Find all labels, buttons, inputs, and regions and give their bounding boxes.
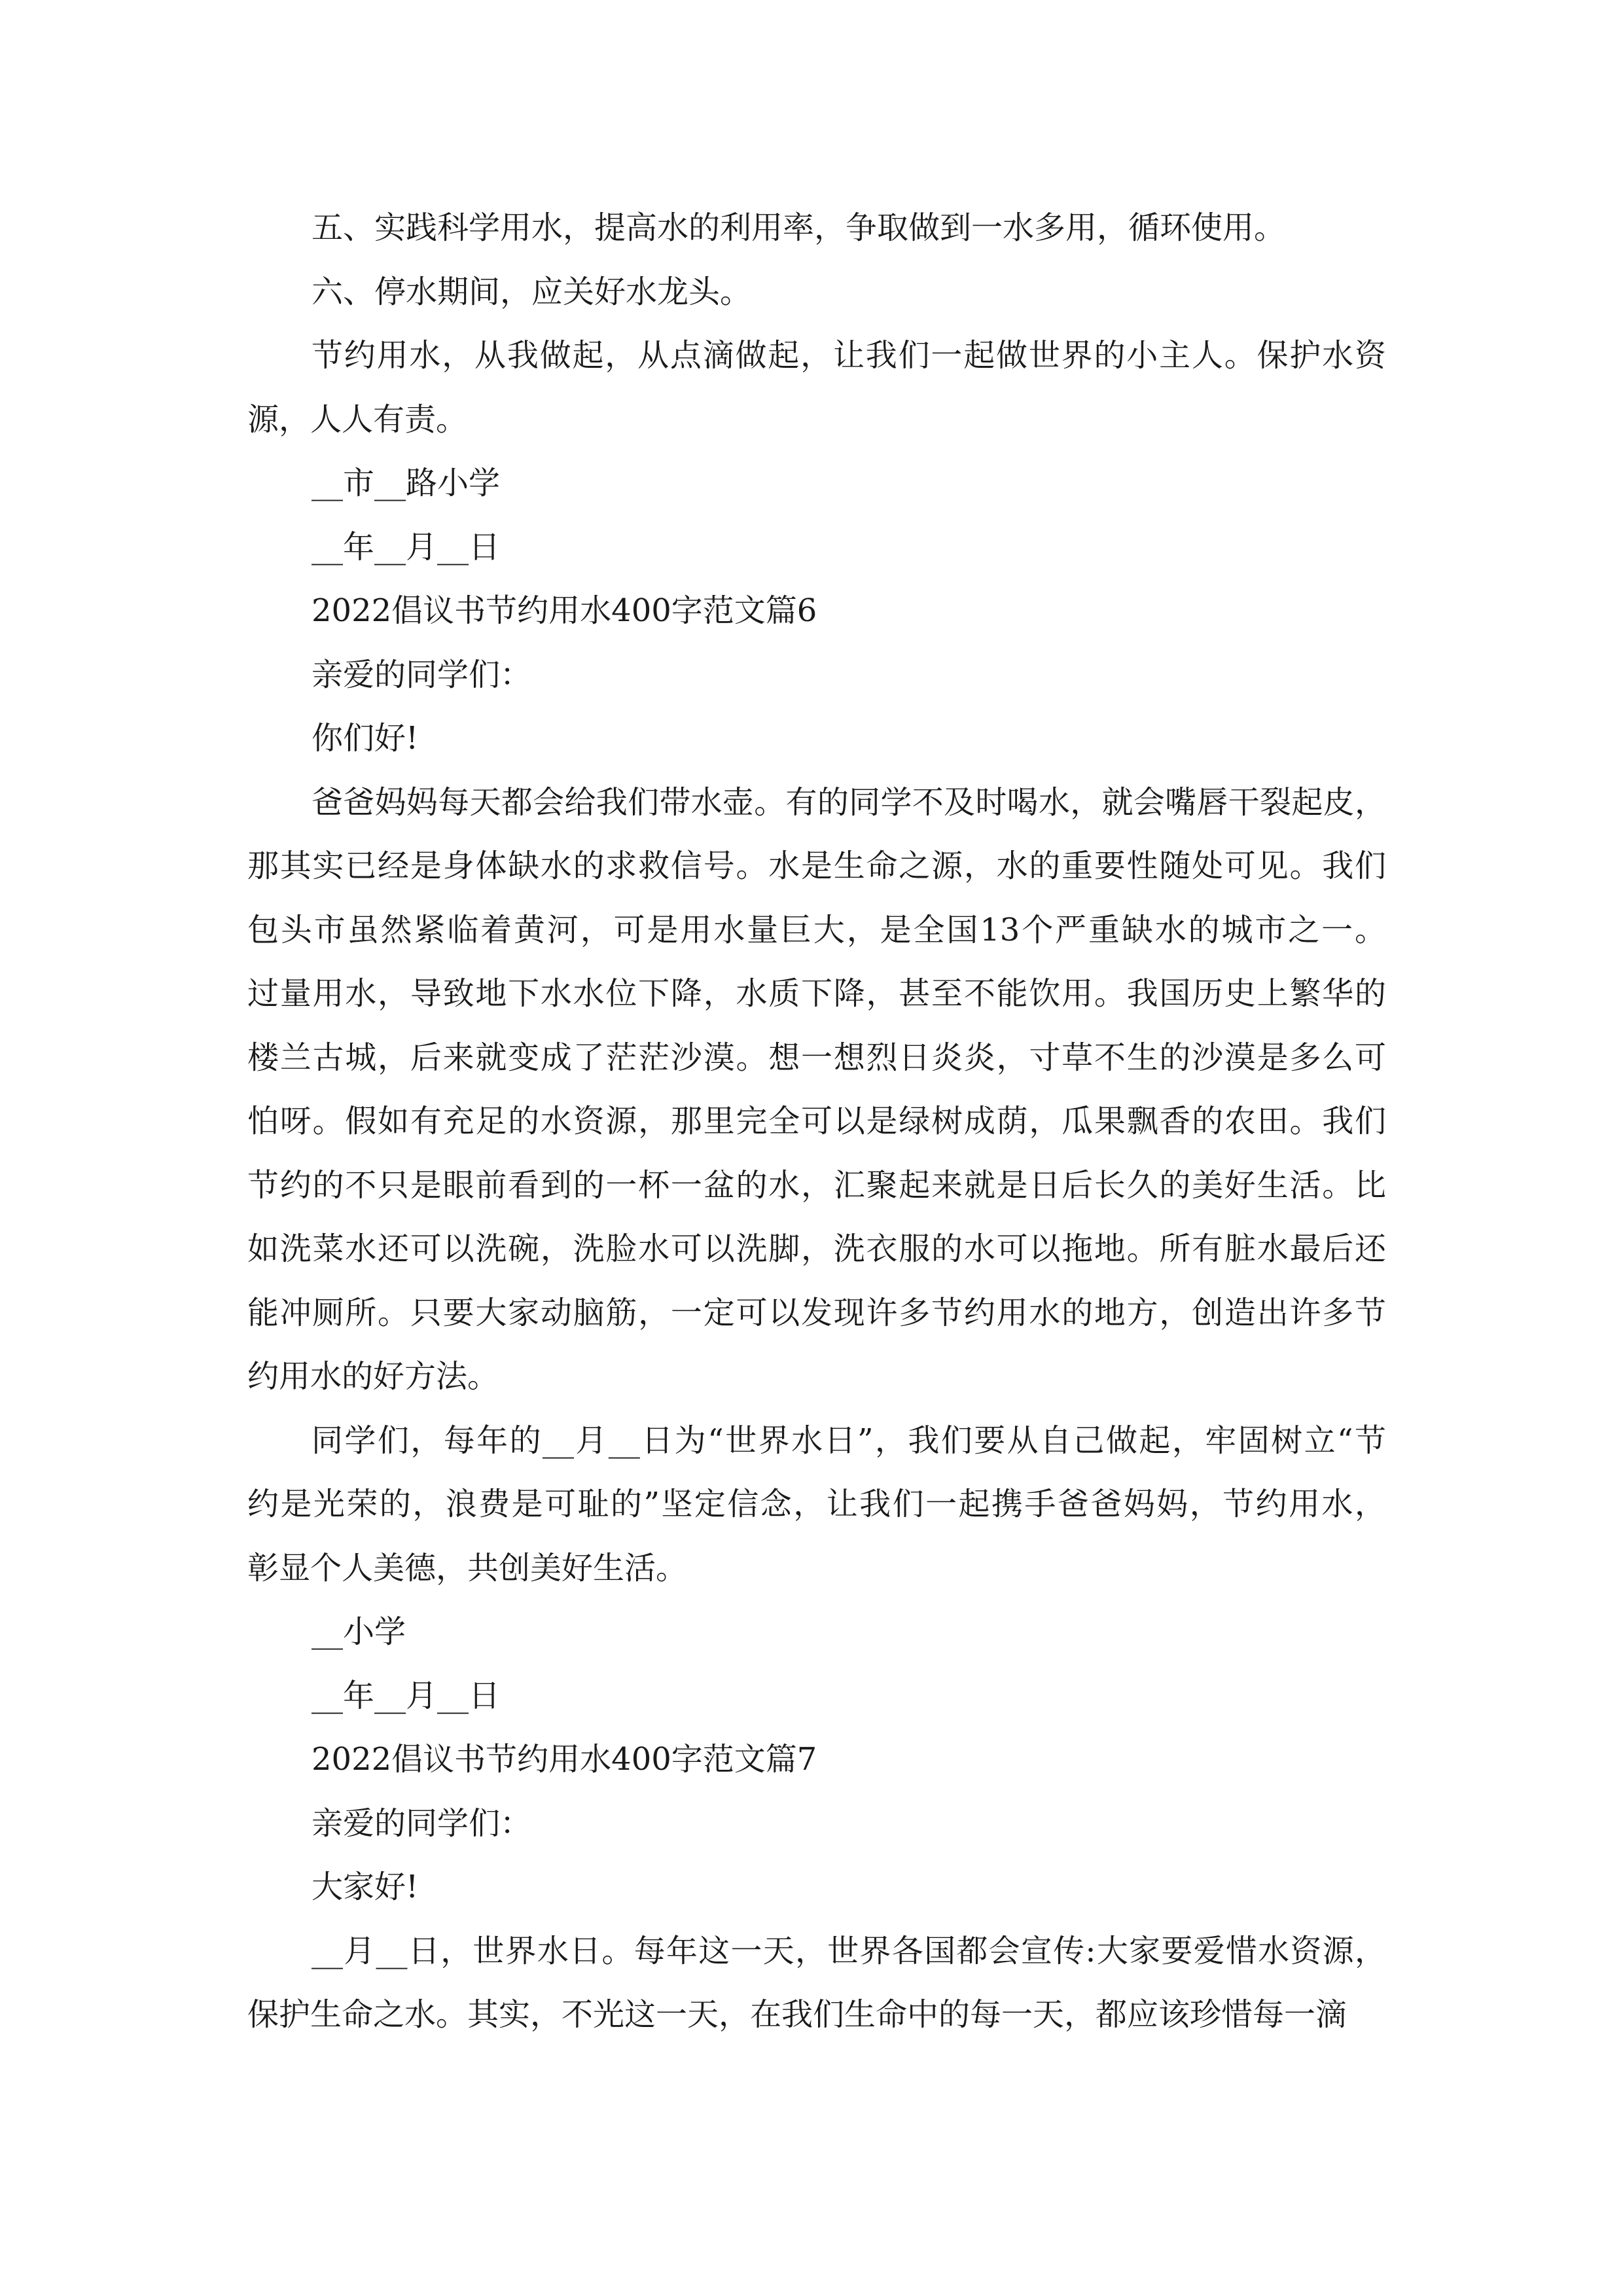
text-line: 节约用水，从我做起，从点滴做起，让我们一起做世界的小主人。保护水资 — [312, 337, 1386, 374]
text-line: __市__路小学 — [312, 465, 501, 501]
text-line: __年__月__日 — [312, 528, 501, 565]
text-line: 约是光荣的，浪费是可耻的”坚定信念，让我们一起携手爸爸妈妈，节约用水， — [247, 1486, 1386, 1522]
text-line: __小学 — [312, 1613, 406, 1650]
text-line: 约用水的好方法。 — [247, 1358, 499, 1395]
text-line: 亲爱的同学们： — [312, 1804, 532, 1842]
text-line: 五、实践科学用水，提高水的利用率，争取做到一水多用，循环使用。 — [312, 209, 1286, 246]
text-line: 包头市虽然紧临着黄河，可是用水量巨大，是全国13个严重缺水的城市之一。 — [247, 911, 1386, 948]
text-line: 保护生命之水。其实，不光这一天，在我们生命中的每一天，都应该珍惜每一滴 — [247, 1996, 1347, 2033]
text-line: 同学们，每年的__月__日为“世界水日”，我们要从自己做起，牢固树立“节 — [312, 1422, 1386, 1459]
text-line: 源，人人有责。 — [247, 401, 468, 438]
text-line: 大家好! — [312, 1869, 419, 1905]
text-line: 节约的不只是眼前看到的一杯一盆的水，汇聚起来就是日后长久的美好生活。比 — [247, 1166, 1386, 1204]
text-line: 楼兰古城，后来就变成了茫茫沙漠。想一想烈日炎炎，寸草不生的沙漠是多么可 — [247, 1039, 1386, 1076]
text-line: 彰显个人美德，共创美好生活。 — [247, 1549, 688, 1587]
text-line: 那其实已经是身体缺水的求救信号。水是生命之源，水的重要性随处可见。我们 — [247, 848, 1386, 884]
text-line: __年__月__日 — [312, 1677, 501, 1714]
text-line: 过量用水，导致地下水水位下降，水质下降，甚至不能饮用。我国历史上繁华的 — [247, 975, 1386, 1012]
text-line: 爸爸妈妈每天都会给我们带水壶。有的同学不及时喝水，就会嘴唇干裂起皮， — [312, 783, 1386, 821]
text-line: 怕呀。假如有充足的水资源，那里完全可以是绿树成荫，瓜果飘香的农田。我们 — [247, 1103, 1386, 1139]
document-body — [247, 196, 1386, 2047]
text-line: 能冲厕所。只要大家动脑筋，一定可以发现许多节约用水的地方，创造出许多节 — [247, 1294, 1386, 1331]
text-line: 你们好! — [312, 720, 419, 757]
text-line: 亲爱的同学们： — [312, 656, 532, 693]
text-line: __月__日，世界水日。每年这一天，世界各国都会宣传:大家要爱惜水资源， — [312, 1932, 1386, 1969]
text-line: 2022倡议书节约用水400字范文篇6 — [312, 592, 817, 629]
text-line: 六、停水期间，应关好水龙头。 — [312, 273, 752, 310]
text-line: 如洗菜水还可以洗碗，洗脸水可以洗脚，洗衣服的水可以拖地。所有脏水最后还 — [247, 1230, 1386, 1267]
text-line: 2022倡议书节约用水400字范文篇7 — [312, 1741, 817, 1778]
